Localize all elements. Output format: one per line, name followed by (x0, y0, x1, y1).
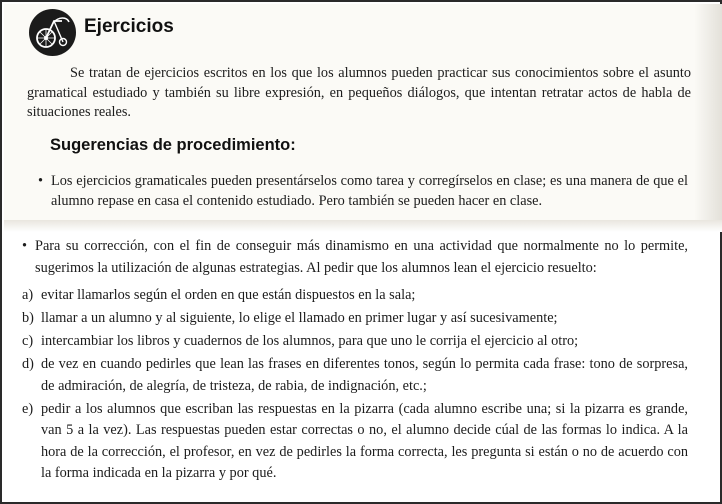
list-item-text: llamar a un alumno y al siguiente, lo elige el llamado en primer lugar y así sucesivamente; (41, 310, 558, 326)
list-item-text: evitar llamarlos según el orden en que están dispuestos en la sala; (41, 287, 416, 303)
bicycle-icon (29, 9, 76, 56)
suggestion-bullet-correction (22, 236, 688, 279)
bullet-marker: • (38, 173, 44, 189)
list-item-text: de vez en cuando pedirles que lean las frases en diferentes tonos, según lo permita cada frase: tono de sorpresa, de admiración, de alegría, de tristeza, de rabia, de indignación, etc.; (41, 356, 688, 394)
list-item (22, 331, 688, 353)
suggestion-bullet-homework (38, 171, 688, 211)
list-item (22, 354, 688, 397)
list-marker: c) (22, 333, 34, 349)
page-seam (4, 220, 722, 232)
section-title: Ejercicios (84, 16, 174, 37)
list-item (22, 308, 688, 330)
intro-paragraph: Se tratan de ejercicios escritos en los que los alumnos pueden practicar sus conocimientos sobre el asunto gramatical estudiado y también su libre expresión, en pequeños diálogos, que intentan retratar actos de habla de situaciones reales. (27, 65, 691, 120)
list-marker: a) (22, 287, 34, 303)
list-item-text: pedir a los alumnos que escriban las respuestas en la pizarra (cada alumno escribe una; si la pizarra es grande, van 5 a la vez). Las respuestas pueden estar correctas o no, el alumno decide cúal de las formas lo indica. A la hora de la corrección, el profesor, en vez de pedirles la forma correcta, les pregunta si están o no de acuerdo con la forma indicada en la pizarra y por qué. (41, 400, 688, 481)
list-marker: b) (22, 310, 34, 326)
bullet-marker: • (22, 238, 28, 254)
procedure-heading: Sugerencias de procedimiento: (50, 136, 296, 154)
list-item-text: intercambiar los libros y cuadernos de los alumnos, para que uno le corrija el ejercicio al otro; (41, 333, 579, 349)
list-item (22, 285, 688, 307)
strategy-list (22, 285, 688, 486)
list-marker: e) (22, 400, 34, 417)
suggestion-text: Para su corrección, con el fin de conseguir más dinamismo en una actividad que normalmente no lo permite, sugerimos la utilización de algunas estrategias. Al pedir que los alumnos lean el ejercicio resuelto: (35, 238, 688, 276)
list-marker: d) (22, 356, 34, 372)
suggestion-text: Los ejercicios gramaticales pueden presentárselos como tarea y corregírselos en clase; es una manera de que el alumno repase en casa el contenido estudiado. Pero también se pueden hacer en clase. (51, 173, 688, 209)
list-item (22, 399, 688, 485)
